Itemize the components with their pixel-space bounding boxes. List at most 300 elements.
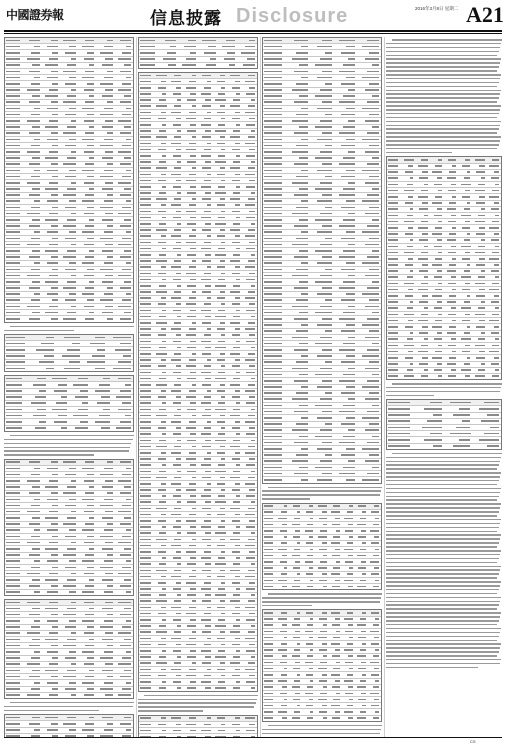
table-cell — [201, 619, 211, 621]
table-cell — [251, 161, 255, 163]
table-cell — [235, 514, 241, 516]
table-cell — [201, 526, 211, 528]
table-cell — [84, 275, 95, 277]
table-cell — [6, 676, 20, 678]
table-cell — [299, 343, 309, 345]
table-cell — [369, 269, 379, 271]
table-cell — [230, 384, 240, 386]
table-cell — [174, 631, 181, 633]
table-cell — [346, 448, 356, 450]
text-line — [386, 620, 499, 622]
table-cell — [319, 649, 327, 651]
table-cell — [372, 126, 379, 128]
table-cell — [158, 334, 167, 336]
table-cell — [310, 618, 314, 620]
table-cell — [45, 548, 58, 550]
table-cell — [404, 252, 414, 254]
table-cell — [201, 557, 211, 559]
table-cell — [388, 408, 410, 410]
table-cell — [187, 99, 196, 101]
table-cell — [448, 159, 456, 161]
table-cell — [201, 93, 211, 95]
table-cell — [173, 186, 182, 188]
table-cell — [220, 539, 226, 541]
table-cell — [343, 374, 355, 376]
table-cell — [438, 159, 442, 161]
table-cell — [372, 95, 379, 97]
table-cell — [251, 130, 255, 132]
table-cell — [294, 349, 308, 351]
table-cell — [176, 520, 182, 522]
table-cell — [201, 588, 211, 590]
table-cell — [65, 567, 76, 569]
table-cell — [341, 361, 355, 363]
table-cell — [246, 650, 255, 652]
table-cell — [173, 341, 182, 343]
table-cell — [187, 130, 196, 132]
table-cell — [245, 112, 255, 114]
table-cell — [167, 52, 177, 54]
table-cell — [204, 489, 211, 491]
table-cell — [6, 626, 20, 628]
table-cell — [6, 355, 25, 357]
table-cell — [124, 95, 131, 97]
table-cell — [82, 46, 95, 48]
table-cell — [348, 524, 353, 526]
table-cell — [158, 180, 167, 182]
table-cell — [122, 688, 131, 690]
table-cell — [80, 421, 89, 423]
table-cell — [159, 378, 166, 380]
table-cell — [372, 250, 379, 252]
table-cell — [31, 269, 40, 271]
table-cell — [6, 639, 20, 641]
table-cell — [251, 409, 255, 411]
table-cell — [318, 699, 327, 701]
table-cell — [293, 505, 301, 507]
table-cell — [357, 524, 366, 526]
table-cell — [341, 207, 355, 209]
table-cell — [63, 523, 76, 525]
text-line — [386, 148, 497, 150]
table-cell — [373, 717, 379, 719]
table-cell — [71, 120, 76, 122]
table-cell — [264, 511, 273, 513]
table-cell — [449, 171, 456, 173]
table-cell — [120, 614, 131, 616]
table-cell — [187, 161, 196, 163]
table-cell — [422, 171, 427, 173]
table-cell — [232, 613, 241, 615]
table-cell — [156, 198, 166, 200]
table-cell — [124, 486, 131, 488]
table-cell — [348, 213, 355, 215]
table-cell — [348, 58, 355, 60]
table-cell — [462, 196, 470, 198]
table-cell — [388, 227, 398, 229]
table-cell — [215, 130, 225, 132]
table-cell — [264, 717, 273, 719]
table-cell — [165, 40, 177, 42]
table-cell — [332, 717, 340, 719]
table-cell — [218, 93, 225, 95]
table-cell — [100, 83, 113, 85]
table-cell — [186, 489, 196, 491]
table-cell — [49, 602, 58, 604]
table-cell — [85, 132, 94, 134]
table-cell — [305, 561, 314, 563]
table-cell — [162, 186, 166, 188]
table-cell — [320, 89, 332, 91]
table-cell — [437, 239, 442, 241]
table-cell — [140, 675, 151, 677]
table-cell — [421, 221, 428, 223]
table-cell — [65, 657, 76, 659]
table-cell — [264, 567, 273, 569]
table-cell — [491, 363, 499, 365]
text-line — [386, 573, 499, 575]
table-cell — [323, 524, 327, 526]
table-cell — [451, 276, 456, 278]
table-cell — [126, 231, 131, 233]
table-cell — [492, 190, 499, 192]
table-cell — [408, 320, 413, 322]
table-cell — [29, 614, 40, 616]
table-cell — [6, 486, 20, 488]
table-cell — [284, 668, 288, 670]
table-cell — [475, 221, 485, 223]
table-cell — [105, 480, 112, 482]
text-line — [386, 499, 497, 501]
table-cell — [388, 165, 398, 167]
table-cell — [31, 52, 40, 54]
table-cell — [418, 258, 428, 260]
table-cell — [120, 492, 131, 494]
table-cell — [120, 676, 131, 678]
table-cell — [345, 561, 353, 563]
table-cell — [232, 724, 241, 726]
table-cell — [388, 208, 398, 210]
table-cell — [284, 637, 288, 639]
table-cell — [320, 460, 332, 462]
text-line — [386, 554, 500, 556]
table-cell — [156, 446, 166, 448]
table-cell — [249, 551, 255, 553]
table-cell — [102, 64, 113, 66]
table-cell — [388, 414, 410, 416]
table-cell — [186, 180, 196, 182]
table-cell — [192, 631, 196, 633]
table-cell — [432, 295, 442, 297]
table-cell — [186, 87, 196, 89]
table-cell — [140, 105, 151, 107]
table-cell — [158, 365, 167, 367]
table-cell — [120, 225, 131, 227]
table-cell — [388, 369, 398, 371]
table-cell — [348, 275, 355, 277]
table-cell — [348, 306, 355, 308]
header-rule-thin — [4, 33, 502, 34]
table-cell — [126, 651, 131, 653]
table-cell — [346, 108, 356, 110]
table-cell — [159, 656, 166, 658]
table-cell — [478, 338, 485, 340]
table-cell — [332, 555, 340, 557]
table-cell — [51, 523, 58, 525]
table-cell — [249, 118, 255, 120]
table-cell — [6, 505, 20, 507]
table-cell — [492, 252, 499, 254]
table-cell — [233, 656, 240, 658]
table-cell — [490, 427, 499, 429]
table-row — [263, 477, 381, 482]
table-cell — [236, 93, 240, 95]
table-cell — [307, 655, 313, 657]
table-cell — [215, 501, 225, 503]
text-line — [386, 519, 501, 521]
table-cell — [339, 380, 356, 382]
table-cell — [78, 378, 89, 380]
text-line — [386, 43, 501, 45]
table-cell — [27, 602, 40, 604]
table-cell — [89, 579, 94, 581]
table-cell — [207, 545, 211, 547]
table-cell — [32, 157, 39, 159]
table-cell — [374, 668, 379, 670]
table-cell — [332, 655, 340, 657]
table-cell — [343, 219, 355, 221]
table-cell — [245, 204, 255, 206]
table-cell — [264, 374, 282, 376]
table-cell — [187, 440, 196, 442]
table-cell — [230, 631, 240, 633]
table-cell — [173, 93, 182, 95]
table-cell — [264, 479, 282, 481]
table-cell — [264, 89, 282, 91]
table-cell — [296, 423, 308, 425]
table-cell — [235, 266, 241, 268]
table-cell — [292, 655, 301, 657]
table-cell — [248, 229, 255, 231]
table-cell — [310, 549, 314, 551]
table-cell — [207, 266, 211, 268]
table-cell — [102, 126, 113, 128]
table-cell — [65, 83, 76, 85]
table-cell — [264, 699, 273, 701]
table-cell — [388, 402, 410, 404]
text-line — [268, 725, 382, 727]
table-cell — [264, 238, 282, 240]
table-cell — [251, 532, 255, 534]
table-cell — [118, 182, 131, 184]
table-cell — [264, 530, 273, 532]
table-cell — [388, 289, 398, 291]
table-cell — [71, 542, 76, 544]
table-cell — [140, 143, 151, 145]
table-cell — [201, 217, 211, 219]
table-cell — [29, 194, 40, 196]
table-cell — [125, 415, 131, 417]
table-cell — [346, 200, 356, 202]
table-cell — [82, 262, 95, 264]
table-cell — [65, 269, 76, 271]
table-cell — [140, 600, 151, 602]
table-cell — [100, 474, 113, 476]
table-cell — [221, 211, 225, 213]
table-cell — [479, 439, 499, 441]
table-cell — [207, 421, 211, 423]
table-cell — [281, 511, 287, 513]
table-cell — [173, 650, 182, 652]
table-cell — [34, 560, 39, 562]
table-cell — [448, 345, 456, 347]
table-cell — [343, 436, 355, 438]
table-cell — [84, 511, 95, 513]
table-cell — [187, 347, 196, 349]
table-cell — [318, 668, 327, 670]
table-cell — [349, 536, 353, 538]
table-cell — [84, 694, 95, 696]
table-cell — [292, 275, 309, 277]
table-cell — [320, 213, 332, 215]
table-cell — [162, 681, 166, 683]
table-cell — [102, 717, 113, 719]
table-cell — [251, 285, 255, 287]
table-cell — [89, 157, 94, 159]
table-cell — [437, 177, 442, 179]
table-cell — [176, 334, 182, 336]
table-cell — [29, 554, 40, 556]
table-cell — [434, 276, 442, 278]
table-cell — [264, 618, 273, 620]
table-cell — [264, 343, 282, 345]
table-cell — [410, 332, 414, 334]
table-cell — [45, 95, 58, 97]
table-cell — [6, 536, 20, 538]
table-cell — [365, 151, 379, 153]
table-cell — [205, 440, 211, 442]
table-cell — [140, 266, 151, 268]
table-cell — [56, 402, 67, 404]
table-cell — [177, 656, 181, 658]
text-line — [386, 391, 500, 393]
table-cell — [246, 279, 255, 281]
table-cell — [6, 318, 20, 320]
table-cell — [52, 52, 57, 54]
table-cell — [438, 375, 442, 377]
table-cell — [159, 501, 166, 503]
table-cell — [235, 390, 241, 392]
table-cell — [464, 270, 471, 272]
table-cell — [45, 219, 58, 221]
table-cell — [140, 427, 151, 429]
table-cell — [388, 314, 398, 316]
table-cell — [67, 64, 76, 66]
table-cell — [462, 289, 470, 291]
table-cell — [65, 176, 76, 178]
table-cell — [158, 303, 167, 305]
table-cell — [264, 281, 282, 283]
table-cell — [323, 586, 327, 588]
text-line — [386, 550, 501, 552]
table-cell — [432, 326, 442, 328]
table-cell — [264, 711, 273, 713]
table-cell — [120, 132, 131, 134]
table-cell — [301, 479, 308, 481]
table-cell — [344, 649, 353, 651]
table-cell — [335, 618, 340, 620]
text-paragraph — [386, 453, 502, 668]
table-cell — [45, 250, 58, 252]
table-cell — [161, 638, 167, 640]
table-cell — [192, 508, 196, 510]
table-cell — [235, 421, 241, 423]
table-cell — [156, 415, 166, 417]
table-cell — [345, 693, 353, 695]
table-cell — [162, 650, 166, 652]
table-cell — [492, 314, 499, 316]
table-cell — [233, 254, 240, 256]
table-cell — [126, 682, 131, 684]
table-cell — [171, 328, 181, 330]
table-cell — [489, 165, 499, 167]
table-cell — [249, 582, 255, 584]
table-cell — [124, 219, 131, 221]
table-cell — [388, 326, 398, 328]
table-cell — [189, 514, 196, 516]
table-cell — [341, 114, 355, 116]
table-cell — [82, 293, 95, 295]
table-cell — [140, 409, 151, 411]
table-cell — [221, 551, 225, 553]
table-cell — [264, 561, 273, 563]
table-cell — [190, 681, 196, 683]
table-cell — [173, 464, 182, 466]
table-cell — [190, 730, 196, 732]
table-cell — [140, 687, 151, 689]
table-cell — [249, 365, 255, 367]
table-cell — [140, 310, 151, 312]
table-cell — [207, 638, 211, 640]
table-cell — [358, 505, 366, 507]
table-cell — [362, 324, 379, 326]
table-cell — [6, 244, 20, 246]
table-cell — [447, 270, 457, 272]
table-cell — [245, 390, 255, 392]
table-cell — [201, 433, 211, 435]
table-cell — [82, 108, 95, 110]
table-cell — [221, 303, 225, 305]
table-cell — [296, 114, 308, 116]
text-line — [386, 480, 499, 482]
table-cell — [306, 573, 314, 575]
text-line — [386, 457, 501, 459]
table-cell — [388, 295, 398, 297]
table-cell — [404, 345, 414, 347]
table-cell — [189, 204, 196, 206]
table-cell — [221, 87, 225, 89]
table-cell — [89, 717, 94, 719]
table-cell — [161, 607, 167, 609]
table-cell — [192, 384, 196, 386]
table-cell — [176, 582, 182, 584]
table-cell — [339, 318, 356, 320]
table-cell — [264, 518, 273, 520]
table-cell — [331, 573, 340, 575]
table-cell — [47, 231, 58, 233]
table-cell — [49, 542, 58, 544]
table-cell — [189, 669, 196, 671]
